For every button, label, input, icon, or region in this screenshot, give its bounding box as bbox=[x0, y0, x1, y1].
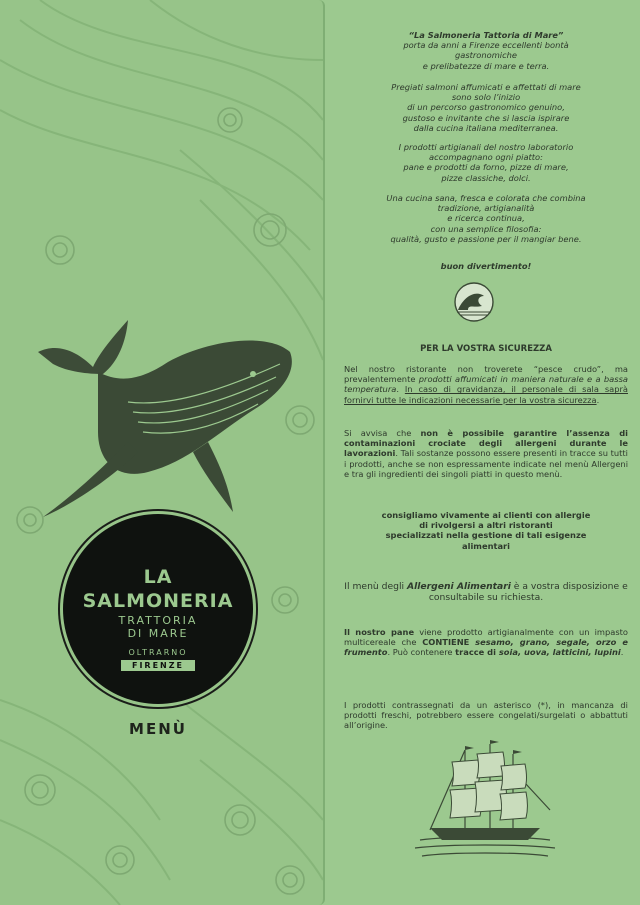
intro-column bbox=[336, 0, 628, 905]
intro-line: dalla cucina italiana mediterranea. bbox=[413, 122, 559, 133]
text-span: Nel nostro ristorante non troverete “pesce crudo”, ma prevalentemente bbox=[344, 364, 628, 385]
text-span: sesamo, grano, segale, orzo e frumento bbox=[344, 637, 628, 658]
text-span: . bbox=[620, 647, 624, 658]
safety-title: PER LA VOSTRA SICUREZZA bbox=[420, 344, 552, 354]
asterisk-note: I prodotti contrassegnati da un asterisco (*), in mancanza di prodotti freschi, potrebbero essere congelati/surgelati o abbattuti all’origine. bbox=[344, 700, 628, 731]
text-span: Si avvisa che bbox=[344, 428, 421, 438]
intro-line: e ricerca continua, bbox=[447, 213, 525, 224]
safety-paragraph-1 bbox=[344, 364, 628, 405]
text-span: In caso di gravidanza, il personale di sala saprà fornirvi tutte le indicazioni necessarie per la vostra sicurezza bbox=[344, 384, 628, 405]
text-span: Il menù degli bbox=[344, 581, 407, 592]
text-span: prodotti affumicati in maniera naturale e a bassa temperatura bbox=[344, 374, 628, 395]
intro-line: gustoso e invitante che si lascia ispirare bbox=[402, 112, 570, 123]
intro-line: Una cucina sana, fresca e colorata che combina bbox=[386, 193, 586, 203]
ship-illustration bbox=[410, 740, 560, 865]
menu-title: MENÙ bbox=[129, 720, 187, 738]
intro-line: accompagnano ogni piatto: bbox=[429, 152, 543, 163]
logo-line-salmoneria: SALMONERIA bbox=[82, 590, 234, 612]
logo-line-oltrarno: OLTRARNO bbox=[128, 648, 188, 657]
intro-line: porta da anni a Firenze eccellenti bontà bbox=[403, 40, 569, 51]
restaurant-logo bbox=[63, 514, 253, 704]
allergen-menu-note bbox=[344, 581, 628, 603]
intro-line: tradizione, artigianalità bbox=[437, 203, 535, 214]
bread-note bbox=[344, 627, 628, 658]
text-span: . bbox=[596, 394, 600, 405]
text-span: Il nostro pane bbox=[344, 627, 415, 637]
logo-line-firenze: FIRENZE bbox=[121, 660, 195, 671]
logo-line-trattoria: TRATTORIA bbox=[118, 614, 198, 627]
intro-line: Pregiati salmoni affumicati e affettati di mare bbox=[391, 82, 581, 92]
text-span: viene prodotto artigianalmente con un impasto multicereale che bbox=[344, 627, 628, 648]
intro-paragraph-3 bbox=[344, 142, 628, 183]
logo-line-la: LA bbox=[143, 566, 173, 588]
advice-line: consigliamo vivamente ai clienti con allergie bbox=[381, 510, 591, 520]
text-span: tracce di bbox=[455, 647, 499, 658]
text-span: CONTIENE bbox=[422, 637, 470, 648]
intro-line: con una semplice filosofia: bbox=[430, 223, 542, 234]
intro-line: qualità, gusto e passione per il mangiar bene. bbox=[390, 233, 582, 244]
safety-paragraph-2 bbox=[344, 428, 628, 479]
intro-line: pizze classiche, dolci. bbox=[441, 172, 531, 183]
intro-paragraph-2 bbox=[344, 82, 628, 133]
greeting: buon divertimento! bbox=[440, 261, 532, 271]
text-span: Allergeni Alimentari bbox=[406, 581, 511, 592]
advice-line: specializzati nella gestione di tali esigenze bbox=[385, 530, 587, 541]
logo-line-di-mare: DI MARE bbox=[127, 627, 189, 640]
intro-line: di un percorso gastronomico genuino, bbox=[407, 102, 565, 113]
intro-line: sono solo l’inizio bbox=[451, 92, 521, 103]
intro-line: I prodotti artigianali del nostro laboratorio bbox=[398, 142, 574, 152]
allergy-advice bbox=[344, 510, 628, 551]
intro-paragraph-1 bbox=[344, 30, 628, 71]
text-span: è a vostra disposizione e consultabile su richiesta. bbox=[428, 581, 628, 603]
intro-paragraph-4 bbox=[344, 193, 628, 244]
text-span: non è possibile garantire l’assenza di contaminazioni crociate degli allergeni durante le lavorazioni bbox=[344, 428, 628, 459]
text-span: . Può contenere bbox=[387, 647, 456, 658]
intro-line: pane e prodotti da forno, pizze di mare, bbox=[403, 162, 569, 173]
advice-line: alimentari bbox=[462, 540, 510, 551]
text-span: . bbox=[396, 384, 405, 395]
wave-icon bbox=[454, 282, 494, 322]
intro-line: gastronomiche bbox=[454, 50, 518, 61]
whale-illustration bbox=[18, 312, 298, 522]
intro-line: “La Salmoneria Tattoria di Mare” bbox=[408, 30, 564, 40]
advice-line: di rivolgersi a altri ristoranti bbox=[419, 520, 553, 531]
text-span: . Tali sostanze possono essere presenti in tracce su tutti i prodotti, anche se non espressamente indicate nel menù Allergeni e tra gli ingredienti dei singoli piatti in questo menù. bbox=[344, 448, 628, 479]
intro-line: e prelibatezze di mare e terra. bbox=[422, 60, 550, 71]
text-span: soia, uova, latticini, lupini bbox=[498, 647, 621, 658]
